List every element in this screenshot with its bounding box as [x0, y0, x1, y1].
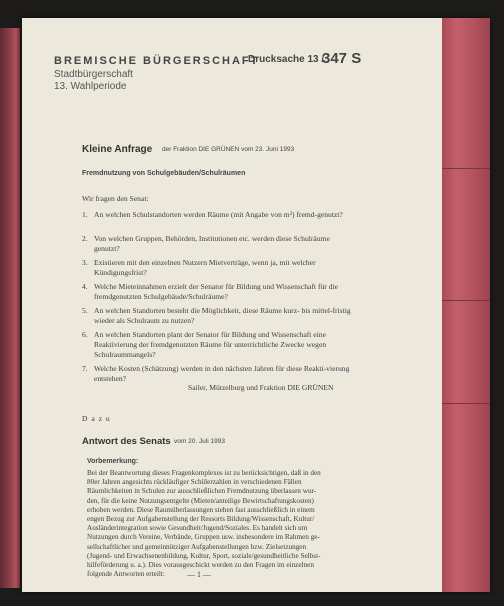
drucksache-label: Drucksache 13 /	[248, 54, 325, 65]
inquiry-title-suffix: der Fraktion DIE GRÜNEN vom 23. Juni 1993	[162, 146, 295, 153]
page-number: — 1 —	[187, 570, 211, 579]
inquiry-intro: Wir fragen den Senat:	[82, 194, 149, 203]
org-name: BREMISCHE BÜRGERSCHAFT	[54, 55, 260, 67]
inquiry-subject: Fremdnutzung von Schulgebäuden/Schulräumen	[82, 170, 246, 177]
answer-title-suffix: vom 20. Juli 1993	[174, 438, 225, 445]
binder-edge	[0, 28, 20, 588]
legislative-period: 13. Wahlperiode	[54, 81, 127, 92]
parliament-body: Stadtbürgerschaft	[54, 69, 133, 80]
inquiry-title: Kleine Anfrage	[82, 144, 153, 155]
drucksache-number: 347 S	[322, 50, 362, 67]
answer-subheading: Vorbemerkung:	[87, 458, 139, 465]
document-page: BREMISCHE BÜRGERSCHAFT Stadtbürgerschaft 13. Wahlperiode Drucksache 13 / 347 S Kleine Anfrage der Fraktion DIE GRÜNEN vom 23. Juni 1993 Fremdnutzung von Schulgebäuden/Schulräumen Wir fragen den Senat: 1. An welchen Schulstandorten werden Räume (mit Angabe von m²) fremd-genutzt? 2. Von welchen Gruppen, Behörden, Institutionen etc. werden diese Schulräume genutzt? 3. Existieren mit den einzelnen Nutzern Mietverträge, wenn ja, mit welcher Kündigungsfrist? 4. Welche Mieteinnahmen erzielt der Senator für Bildung und Wissenschaft für die fremdgenutzten Schulgebäude/Schulräume? 5. An welchen Standorten besteht die Möglichkeit, diese Räume kurz- bis mittel-fristig wieder als Schulraum zu nutzen? 6. An welchen Standorten plant der Senator für Bildung und Wissenschaft eine Reaktivierung der fremdgenutzten Räume für unterrichtliche Zwecke wegen Schulraummangels? 7. Welche Kosten (Schätzung) werden in den nächsten Jahren für diese Reakti-vierung entstehen? Sailer, Mützelburg und Fraktion DIE GRÜNEN D a z u Antwort des Senats vom 20. Juli 1993 Vorbemerkung: Bei der Beantwortung dieses Fragenkomplexes ist zu berücksichtigen, daß in den 80er Jahren angesichts rückläufiger Schülerzahlen in verschiedenen Fällen Räumlichkeiten in Schulen zur ausschließlichen Fremdnutzung überlassen wur- den, für die keine Nutzungsentgelte (Mieten/anteilige Bewirtschaftungskosten) erhoben werden. Diese Raumüberlassungen stehen fast ausschließlich in einem engen Bezug zur Aufgabenstellung der Ressorts Bildung/Wissenschaft, Kultur/ Ausländerintegration sowie Gesundheit/Jugend/Soziales. Es handelt sich um Nutzungen durch Vereine, Verbände, Gruppen usw. insbesondere im Rahmen ge- sellschaftlicher und gemeinnütziger Aufgabenstellungen bzw. Zielsetzungen (Jugend- und Erwachsenenbildung, Kultur, Sport, soziale/gesundheitliche Selbst- hilfeförderung u. a.). Dies vorausgeschickt werden zu den Fragen im einzelnen folgende Antworten erteilt: — 1 —	[22, 18, 490, 592]
signature: Sailer, Mützelburg und Fraktion DIE GRÜNEN	[188, 383, 334, 392]
red-paper-strip	[442, 18, 490, 592]
dazu-label: D a z u	[82, 414, 111, 423]
answer-title: Antwort des Senats	[82, 436, 171, 447]
answer-paragraph: Bei der Beantwortung dieses Fragenkomplexes ist zu berücksichtigen, daß in den 80er Jahren angesichts rückläufiger Schülerzahlen in verschiedenen Fällen Räumlichkeiten in Schulen zur ausschließlichen Fremdnutzung überlassen wur- den, für die keine Nutzungsentgelte (Mieten/anteilige Bewirtschaftungskosten) erhoben werden. Diese Raumüberlassungen stehen fast ausschließlich in einem engen Bezug zur Aufgabenstellung der Ressorts Bildung/Wissenschaft, Kultur/ Ausländerintegration sowie Gesundheit/Jugend/Soziales. Es handelt sich um Nutzungen durch Vereine, Verbände, Gruppen usw. insbesondere im Rahmen ge- sellschaftlicher und gemeinnütziger Aufgabenstellungen bzw. Zielsetzungen (Jugend- und Erwachsenenbildung, Kultur, Sport, soziale/gesundheitliche Selbst- hilfeförderung u. a.). Dies vorausgeschickt werden zu den Fragen im einzelnen folgende Antworten erteilt:	[87, 469, 321, 579]
